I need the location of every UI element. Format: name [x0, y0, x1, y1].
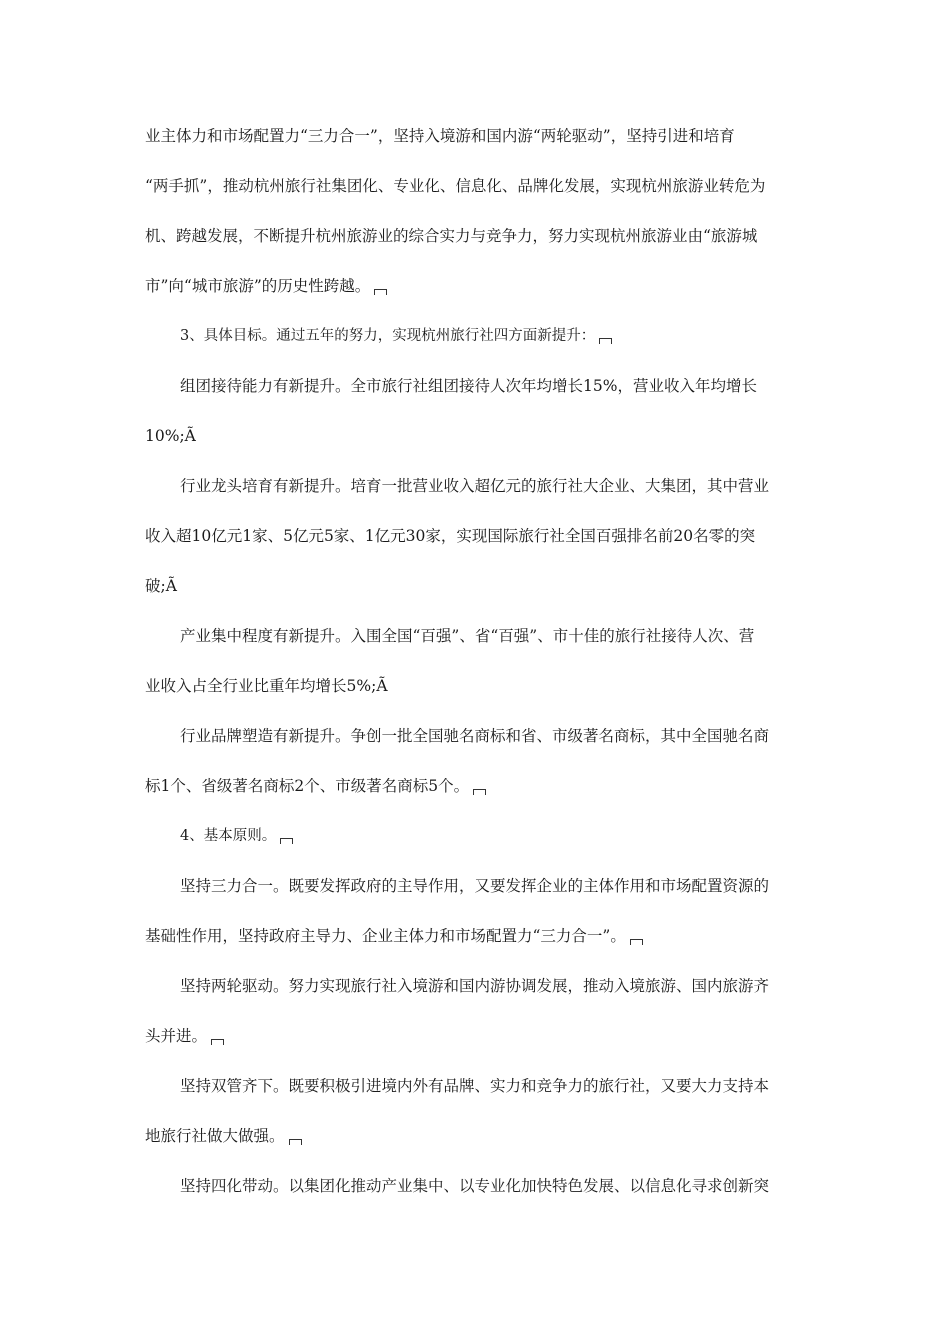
- paragraph-mark-icon: [374, 289, 387, 295]
- paragraph-line: 市”向“城市旅游”的历史性跨越。: [145, 274, 811, 298]
- paragraph-line: 业主体力和市场配置力“三力合一”，坚持入境游和国内游“两轮驱动”，坚持引进和培育: [145, 127, 735, 145]
- paragraph-mark-icon: [211, 1039, 224, 1045]
- section-heading: 4、基本原则。: [180, 824, 846, 848]
- paragraph-line: 机、跨越发展，不断提升杭州旅游业的综合实力与竞争力，努力实现杭州旅游业由“旅游城: [145, 227, 758, 245]
- paragraph-line: 基础性作用，坚持政府主导力、企业主体力和市场配置力“三力合一”。: [145, 924, 811, 948]
- paragraph-line: 坚持三力合一。既要发挥政府的主导作用，又要发挥企业的主体作用和市场配置资源的: [180, 877, 770, 895]
- paragraph-line: 行业龙头培育有新提升。培育一批营业收入超亿元的旅行社大企业、大集团，其中营业: [180, 477, 770, 495]
- paragraph-line: 业收入占全行业比重年均增长5%;Ã: [145, 677, 388, 695]
- paragraph-mark-icon: [473, 789, 486, 795]
- section-heading: 3、具体目标。通过五年的努力，实现杭州旅行社四方面新提升：: [180, 324, 846, 348]
- paragraph-line: 10%;Ã: [145, 427, 196, 445]
- paragraph-line: 组团接待能力有新提升。全市旅行社组团接待人次年均增长15%，营业收入年均增长: [180, 377, 757, 395]
- paragraph-line: 坚持两轮驱动。努力实现旅行社入境游和国内游协调发展，推动入境旅游、国内旅游齐: [180, 977, 770, 995]
- paragraph-line: 行业品牌塑造有新提升。争创一批全国驰名商标和省、市级著名商标，其中全国驰名商: [180, 727, 770, 745]
- paragraph-line: 头并进。: [145, 1024, 811, 1048]
- paragraph-mark-icon: [280, 838, 293, 844]
- paragraph-line: 破;Ã: [145, 577, 177, 595]
- paragraph-line: 收入超10亿元1家、5亿元5家、1亿元30家，实现国际旅行社全国百强排名前20名零的突: [145, 527, 756, 545]
- paragraph-mark-icon: [630, 939, 643, 945]
- paragraph-mark-icon: [289, 1139, 302, 1145]
- paragraph-line: 地旅行社做大做强。: [145, 1124, 811, 1148]
- paragraph-line: 标1个、省级著名商标2个、市级著名商标5个。: [145, 774, 811, 798]
- paragraph-line: 坚持四化带动。以集团化推动产业集中、以专业化加快特色发展、以信息化寻求创新突: [180, 1177, 770, 1195]
- paragraph-line: “两手抓”，推动杭州旅行社集团化、专业化、信息化、品牌化发展，实现杭州旅游业转危为: [145, 177, 766, 195]
- paragraph-line: 坚持双管齐下。既要积极引进境内外有品牌、实力和竞争力的旅行社，又要大力支持本: [180, 1077, 770, 1095]
- paragraph-line: 产业集中程度有新提升。入围全国“百强”、省“百强”、市十佳的旅行社接待人次、营: [180, 627, 755, 645]
- paragraph-mark-icon: [599, 338, 612, 344]
